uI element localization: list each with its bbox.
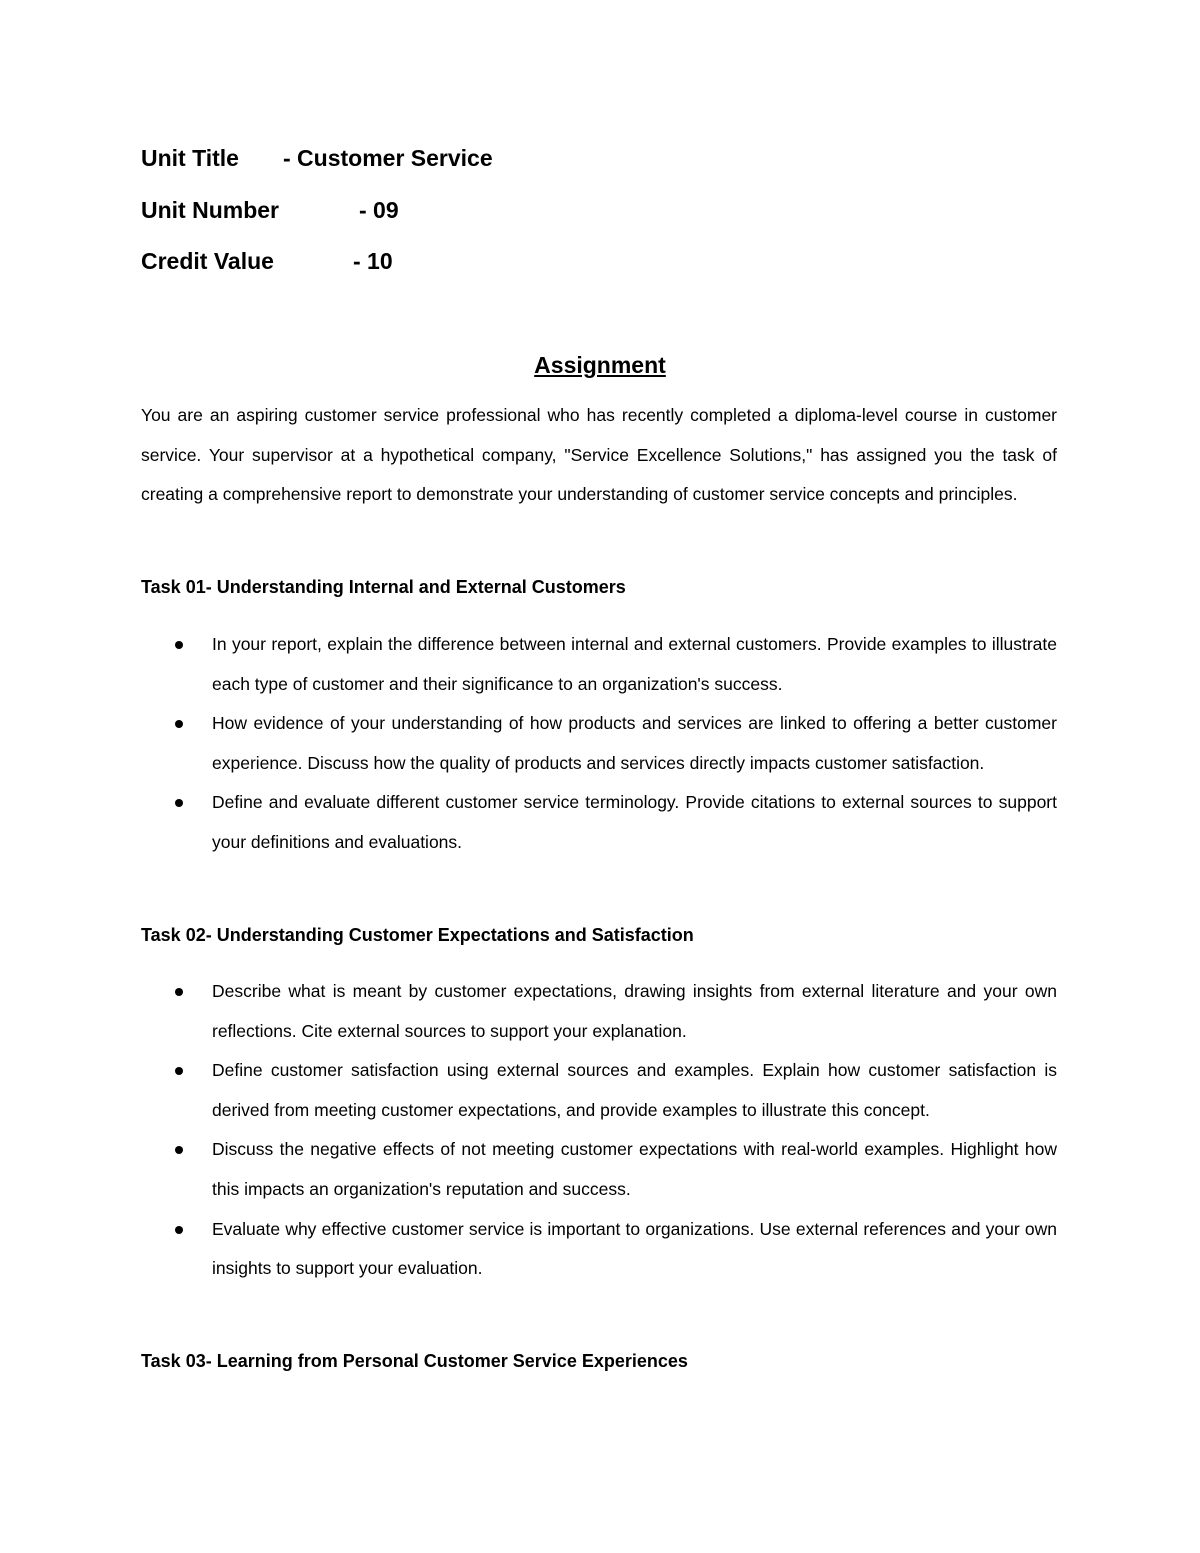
list-item (141, 1210, 1057, 1289)
unit-number-value: - 09 (359, 197, 399, 223)
unit-number-label: Unit Number (141, 197, 279, 223)
bullet-icon (175, 799, 183, 807)
bullet-icon (175, 641, 183, 649)
credit-value-value: - 10 (353, 248, 393, 274)
list-item (141, 972, 1057, 1051)
bullet-text: How evidence of your understanding of how products and services are linked to offering a better customer experience. Discuss how the quality of products and services directly impacts customer satisfaction. (212, 713, 1057, 773)
task-01-bullets (141, 625, 1057, 863)
list-item (141, 783, 1057, 862)
task-02-heading: Task 02- Understanding Customer Expectations and Satisfaction (141, 925, 694, 945)
unit-number-row (141, 197, 399, 224)
bullet-text: Evaluate why effective customer service is important to organizations. Use external references and your own insights to support your evaluation. (212, 1218, 1057, 1279)
bullet-icon (175, 720, 183, 728)
list-item (141, 704, 1057, 783)
unit-title-label: Unit Title (141, 145, 239, 171)
bullet-icon (175, 1146, 183, 1154)
task-03-heading: Task 03- Learning from Personal Customer Service Experiences (141, 1351, 688, 1371)
page-title: Assignment (534, 352, 666, 378)
unit-title-row (141, 145, 493, 172)
task-01-heading: Task 01- Understanding Internal and External Customers (141, 577, 626, 597)
bullet-text: Describe what is meant by customer expectations, drawing insights from external literature and your own reflections. Cite external sources to support your explanation. (212, 981, 1057, 1041)
bullet-icon (175, 1067, 183, 1075)
bullet-text: In your report, explain the difference between internal and external customers. Provide examples to illustrate each type of customer and their significance to an organization's success. (212, 634, 1057, 694)
bullet-text: Define and evaluate different customer service terminology. Provide citations to external sources to support your definitions and evaluations. (212, 792, 1057, 852)
intro-paragraph: You are an aspiring customer service professional who has recently completed a diploma-level course in customer service. Your supervisor at a hypothetical company, "Service Excellence Solutions," has assigned you the task of creating a comprehensive report to demonstrate your understanding of customer service concepts and principles. (141, 405, 1057, 505)
bullet-text: Define customer satisfaction using external sources and examples. Explain how customer satisfaction is derived from meeting customer expectations, and provide examples to illustrate this concept. (212, 1060, 1057, 1120)
credit-value-row (141, 248, 393, 275)
task-02-bullets (141, 972, 1057, 1289)
unit-title-value: - Customer Service (283, 145, 493, 171)
list-item (141, 625, 1057, 704)
list-item (141, 1130, 1057, 1209)
list-item (141, 1051, 1057, 1130)
credit-value-label: Credit Value (141, 248, 274, 274)
bullet-text: Discuss the negative effects of not meeting customer expectations with real-world examples. Highlight how this impacts an organization's reputation and success. (212, 1139, 1057, 1199)
bullet-icon (175, 1226, 183, 1234)
bullet-icon (175, 988, 183, 996)
